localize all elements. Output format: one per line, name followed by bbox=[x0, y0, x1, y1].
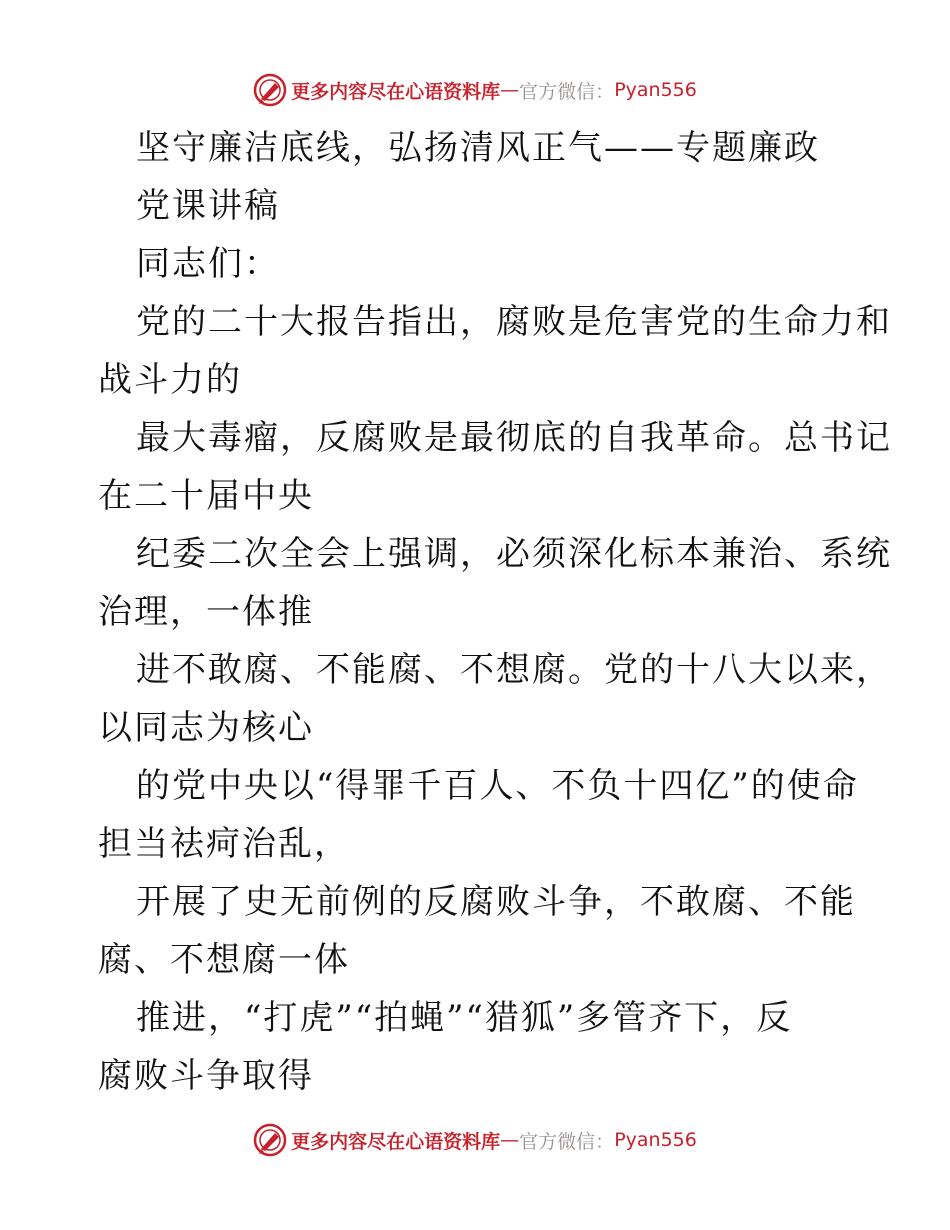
text-line: 的党中央以“得罪千百人、不负十四亿”的使命 bbox=[136, 766, 859, 806]
text-line: 腐败斗争取得 bbox=[98, 1056, 314, 1096]
text-line: 推进，“打虎”“拍蝇”“猎狐”多管齐下，反 bbox=[136, 998, 793, 1038]
text-line: 党课讲稿 bbox=[136, 186, 280, 226]
pen-logo-icon bbox=[253, 73, 287, 107]
banner-dash: — bbox=[500, 79, 520, 101]
text-line: 坚守廉洁底线，弘扬清风正气——专题廉政 bbox=[136, 128, 820, 168]
text-line: 在二十届中央 bbox=[98, 476, 314, 516]
banner-wechat-id: Pyan556 bbox=[614, 1129, 697, 1151]
footer-watermark-banner bbox=[0, 1120, 950, 1160]
text-line: 进不敢腐、不能腐、不想腐。党的十八大以来， bbox=[136, 650, 892, 690]
text-line: 最大毒瘤，反腐败是最彻底的自我革命。总书记 bbox=[136, 418, 892, 458]
banner-wechat-id: Pyan556 bbox=[614, 79, 697, 101]
text-line: 以同志为核心 bbox=[98, 708, 314, 748]
banner-main-text: 更多内容尽在心语资料库 bbox=[291, 1130, 501, 1153]
text-line: 纪委二次全会上强调，必须深化标本兼治、系统 bbox=[136, 534, 892, 574]
banner-wechat-label: 官方微信： bbox=[519, 1130, 615, 1153]
header-watermark-banner bbox=[0, 70, 950, 110]
text-line: 担当祛疴治乱， bbox=[98, 824, 350, 864]
text-line: 战斗力的 bbox=[98, 360, 242, 400]
pen-logo-icon bbox=[253, 1123, 287, 1157]
text-line: 党的二十大报告指出，腐败是危害党的生命力和 bbox=[136, 302, 892, 342]
text-line: 同志们： bbox=[136, 244, 280, 284]
banner-wechat-label: 官方微信： bbox=[519, 80, 615, 103]
text-line: 腐、不想腐一体 bbox=[98, 940, 350, 980]
text-line: 治理，一体推 bbox=[98, 592, 314, 632]
banner-main-text: 更多内容尽在心语资料库 bbox=[291, 80, 501, 103]
banner-dash: — bbox=[500, 1129, 520, 1151]
text-line: 开展了史无前例的反腐败斗争，不敢腐、不能 bbox=[136, 882, 856, 922]
document-body bbox=[98, 119, 892, 1105]
